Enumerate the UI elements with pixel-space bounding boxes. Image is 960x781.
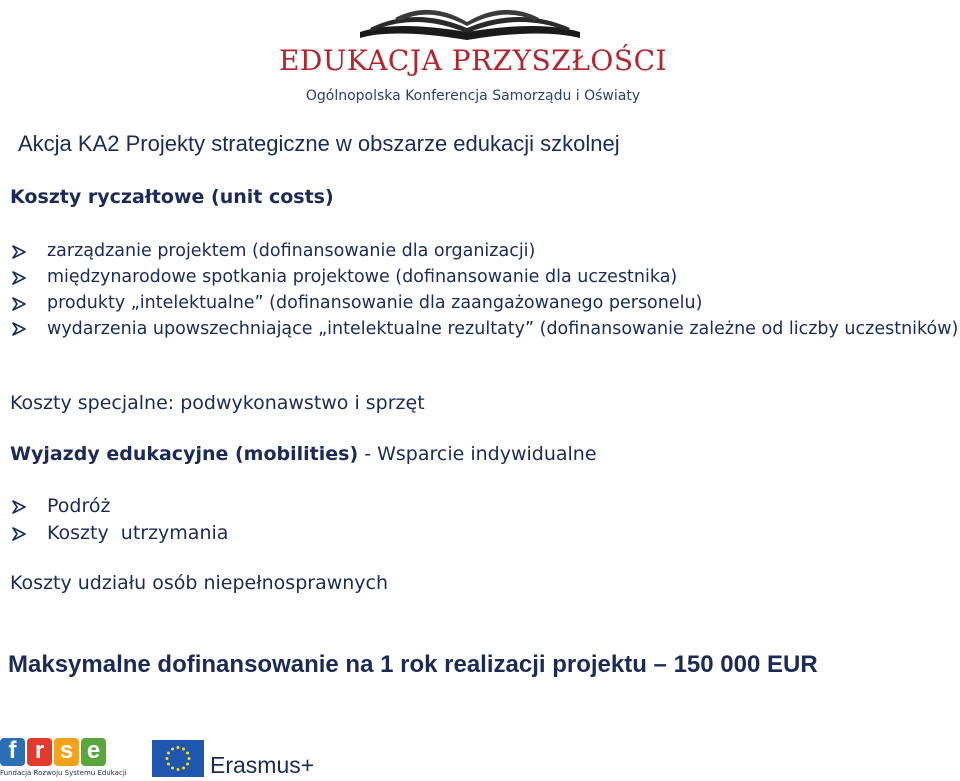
- eu-star-icon: [167, 752, 170, 755]
- special-costs-line: Koszty specjalne: podwykonawstwo i sprzęt: [10, 392, 425, 414]
- frse-caption: Fundacja Rozwoju Systemu Edukacji: [0, 769, 127, 777]
- frse-logo: [0, 737, 127, 781]
- eu-star-icon: [186, 752, 189, 755]
- eu-star-icon: [177, 768, 180, 771]
- mobilities-list: [10, 493, 960, 547]
- eu-star-icon: [186, 763, 189, 766]
- open-book-icon: [355, 2, 585, 44]
- eu-star-icon: [171, 767, 174, 770]
- list-item-text: Koszty utrzymania: [47, 522, 229, 544]
- eu-star-icon: [188, 757, 191, 760]
- page-heading: Akcja KA2 Projekty strategiczne w obszarze edukacji szkolnej: [18, 131, 620, 156]
- eu-star-icon: [166, 757, 169, 760]
- arrow-bullet-icon: [12, 271, 26, 285]
- frse-letter: r: [27, 738, 52, 766]
- unit-costs-list: [10, 238, 960, 339]
- erasmus-label: Erasmus+: [210, 752, 315, 778]
- erasmus-plus-logo: [152, 740, 352, 780]
- eu-star-icon: [182, 747, 185, 750]
- edukacja-przyszlosci-logo: [270, 0, 670, 110]
- disabled-costs-line: Koszty udziału osób niepełnosprawnych: [10, 572, 389, 594]
- list-item-text: Podróż: [47, 495, 111, 517]
- mobilities-title-bold: Wyjazdy edukacyjne (mobilities): [10, 443, 359, 465]
- mobilities-title-rest: - Wsparcie indywidualne: [358, 443, 597, 465]
- list-item-text: produkty „intelektualne” (dofinansowanie dla zaangażowanego personelu): [47, 293, 703, 313]
- list-item: [10, 290, 960, 316]
- list-item: [10, 520, 960, 547]
- logo-title: EDUKACJA PRZYSZŁOŚCI: [278, 44, 668, 77]
- list-item: [10, 238, 960, 264]
- eu-star-icon: [171, 747, 174, 750]
- frse-letter: f: [0, 738, 25, 766]
- list-item: [10, 493, 960, 520]
- frse-letter: s: [54, 738, 79, 766]
- arrow-bullet-icon: [12, 322, 26, 336]
- logo-subtitle: Ogólnopolska Konferencja Samorządu i Oświaty: [305, 88, 641, 104]
- arrow-bullet-icon: [12, 527, 26, 541]
- arrow-bullet-icon: [12, 245, 26, 259]
- eu-star-icon: [167, 763, 170, 766]
- frse-letters: [0, 738, 120, 766]
- eu-flag-icon: [152, 740, 204, 777]
- max-funding-line: Maksymalne dofinansowanie na 1 rok realizacji projektu – 150 000 EUR: [8, 651, 818, 678]
- frse-letter: e: [81, 738, 106, 766]
- list-item: [10, 264, 960, 290]
- eu-star-icon: [182, 767, 185, 770]
- arrow-bullet-icon: [12, 500, 26, 514]
- list-item: [10, 316, 960, 339]
- arrow-bullet-icon: [12, 297, 26, 311]
- unit-costs-title: Koszty ryczałtowe (unit costs): [10, 186, 334, 208]
- mobilities-title: [10, 443, 597, 465]
- list-item-text: międzynarodowe spotkania projektowe (dofinansowanie dla uczestnika): [47, 267, 678, 287]
- eu-star-icon: [177, 746, 180, 749]
- list-item-text: zarządzanie projektem (dofinansowanie dla organizacji): [47, 241, 536, 261]
- list-item-text: wydarzenia upowszechniające „intelektualne rezultaty” (dofinansowanie zależne od liczby uczestników): [47, 319, 959, 339]
